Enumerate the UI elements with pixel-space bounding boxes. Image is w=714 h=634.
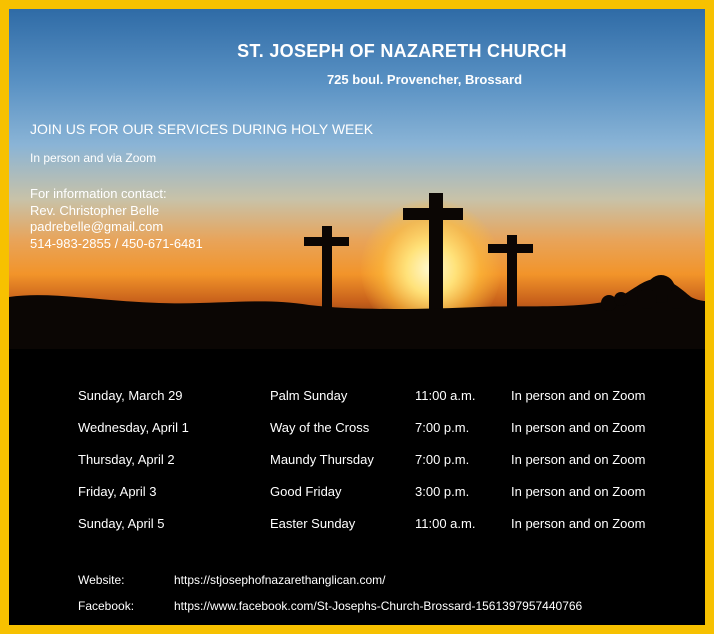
service-mode: In person and on Zoom (511, 419, 646, 435)
attendance-mode: In person and via Zoom (30, 151, 157, 165)
service-time: 11:00 a.m. (415, 387, 476, 403)
church-address: 725 boul. Provencher, Brossard (326, 72, 523, 87)
website-row (78, 567, 582, 593)
contact-phones: 514-983-2855 / 450-671-6481 (30, 235, 203, 251)
contact-label: For information contact: (30, 186, 167, 201)
service-time: 3:00 p.m. (415, 483, 470, 499)
service-name: Maundy Thursday (270, 451, 374, 467)
service-schedule-table (78, 379, 671, 539)
service-mode: In person and on Zoom (511, 515, 646, 531)
service-name: Way of the Cross (270, 419, 370, 435)
facebook-label: Facebook: (78, 599, 135, 613)
service-date: Sunday, March 29 (78, 387, 183, 403)
service-name: Good Friday (270, 483, 342, 499)
service-name: Easter Sunday (270, 515, 356, 531)
hill-silhouette (9, 279, 705, 349)
service-date: Thursday, April 2 (78, 451, 175, 467)
service-date: Sunday, April 5 (78, 515, 165, 531)
table-row (78, 411, 671, 443)
service-time: 7:00 p.m. (415, 419, 470, 435)
holy-week-heading: JOIN US FOR OUR SERVICES DURING HOLY WEEK (30, 121, 374, 137)
website-link[interactable]: https://stjosephofnazarethanglican.com/ (174, 573, 386, 587)
facebook-row (78, 593, 582, 619)
table-row (78, 443, 671, 475)
service-time: 7:00 p.m. (415, 451, 470, 467)
service-date: Friday, April 3 (78, 483, 157, 499)
links-section (78, 567, 582, 619)
service-date: Wednesday, April 1 (78, 419, 189, 435)
service-name: Palm Sunday (270, 387, 348, 403)
contact-email: padrebelle@gmail.com (30, 219, 164, 234)
table-row (78, 507, 671, 539)
service-mode: In person and on Zoom (511, 483, 646, 499)
table-row (78, 379, 671, 411)
poster (9, 9, 705, 625)
service-mode: In person and on Zoom (511, 451, 646, 467)
website-label: Website: (78, 573, 125, 587)
service-time: 11:00 a.m. (415, 515, 476, 531)
contact-name: Rev. Christopher Belle (30, 202, 160, 218)
church-name: ST. JOSEPH OF NAZARETH CHURCH (237, 41, 567, 61)
table-row (78, 475, 671, 507)
contact-info (30, 186, 203, 252)
service-mode: In person and on Zoom (511, 387, 646, 403)
facebook-link[interactable]: https://www.facebook.com/St-Josephs-Church-Brossard-1561397957440766 (174, 599, 583, 613)
